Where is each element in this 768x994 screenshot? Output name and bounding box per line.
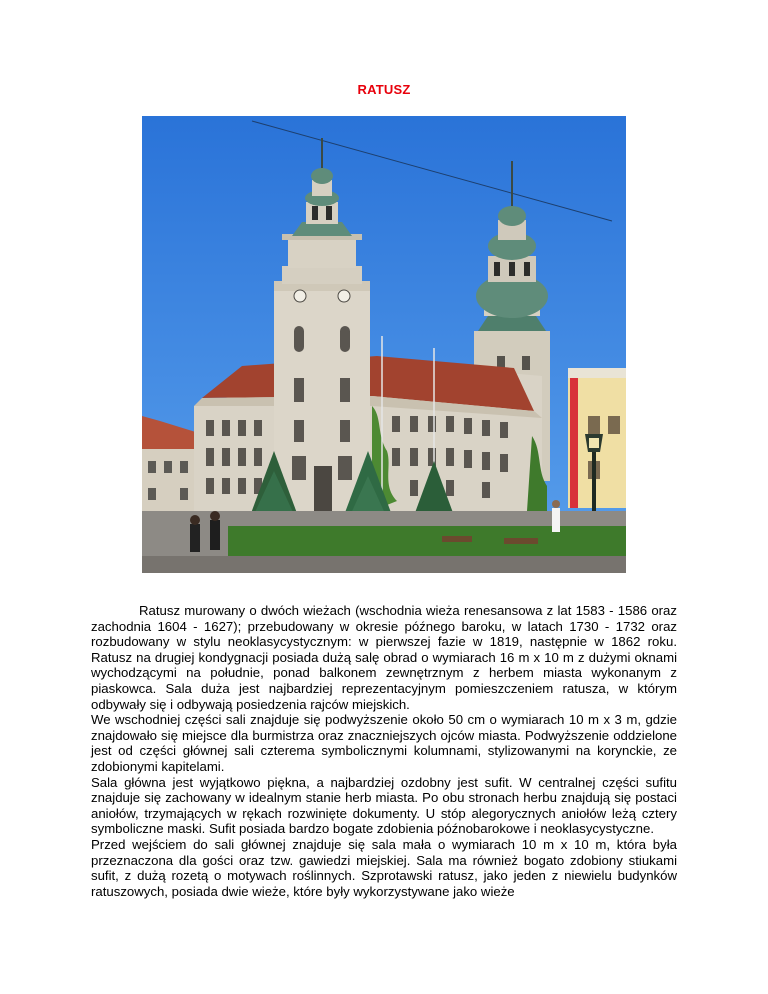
paragraph: Przed wejściem do sali głównej znajduje się sala mała o wymiarach 10 m x 10 m, która była przeznaczona dla gości oraz tzw. gawiedzi miejskiej. Sala ma również bogato zdobiony stiukami sufit, z dużą rozetą o motywach roślinnych. Szprotawski ratusz, jako jeden z niewielu budynków ratuszowych, posiada dwie wieże, które były wykorzystywane jako wieże	[91, 836, 677, 899]
paragraph: We wschodniej części sali znajduje się podwyższenie około 50 cm o wymiarach 10 m x 3 m, gdzie znajdowało się miejsce dla burmistrza oraz znaczniejszych ojców miasta. Podwyższenie oddzielone jest od części głównej sali czterema symbolicznymi kolumnami, stylizowanymi na korynckie, ze zdobionymi kapitelami.	[91, 712, 677, 774]
document-body	[91, 603, 677, 899]
town-hall-photo	[142, 116, 626, 573]
paragraph: Ratusz murowany o dwóch wieżach (wschodnia wieża renesansowa z lat 1583 - 1586 oraz zachodnia 1604 - 1627); przebudowany w okresie późnego baroku, w latach 1730 - 1732 oraz rozbudowany w stylu neoklasycystycznym: w pierwszej fazie w 1819, następnie w 1862 roku. Ratusz na drugiej kondygnacji posiada dużą salę obrad o wymiarach 16 m x 10 m z dużymi oknami wychodzącymi na południe, ponad balkonem zewnętrznym z herbem miasta wykonanym z piaskowca. Sala duża jest najbardziej reprezentacyjnym pomieszczeniem ratusza, w którym odbywały się i odbywają posiedzenia rajców miejskich.	[91, 603, 677, 712]
document-title: RATUSZ	[357, 82, 411, 97]
paragraph: Sala główna jest wyjątkowo piękna, a najbardziej ozdobny jest sufit. W centralnej części sufitu znajduje się zachowany w idealnym stanie herb miasta. Po obu stronach herbu znajdują się postaci aniołów, trzymających w rękach rozwinięte dokumenty. U stóp alegorycznych aniołów leżą cztery symboliczne maski. Sufit posiada bardzo bogate zdobienia późnobarokowe i neoklasycystyczne.	[91, 774, 677, 837]
